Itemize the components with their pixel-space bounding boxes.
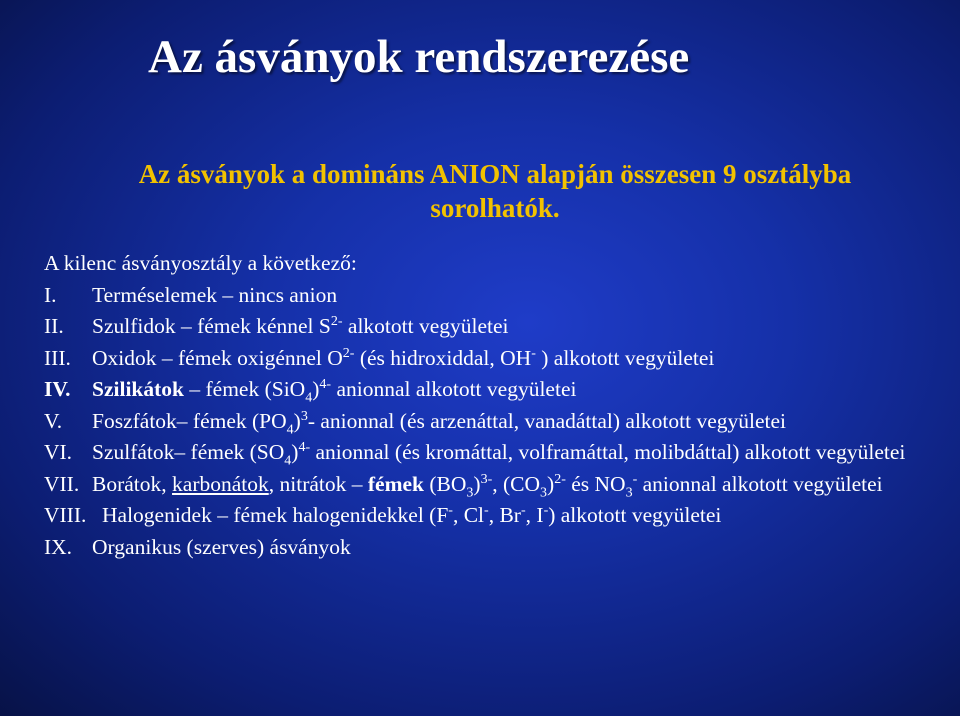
list-item-iv [44, 374, 949, 406]
item-number: IV. [44, 377, 71, 401]
list-item-viii [44, 500, 949, 532]
slide-subtitle: Az ásványok a domináns ANION alapján összesen 9 osztályba sorolhatók. [138, 159, 852, 223]
list-item-vii [44, 469, 949, 501]
karbonatok-link[interactable]: karbonátok [172, 471, 269, 496]
item-text: Szulfidok – fémek kénnel $S^{2-}$ alkotott vegyületei [92, 313, 509, 338]
list-item-vi [44, 437, 949, 469]
list-item-ii [44, 311, 949, 343]
item-text: Terméselemek – nincs anion [92, 282, 338, 307]
item-text: Organikus (szerves) ásványok [92, 534, 351, 559]
item-text: Oxidok – fémek oxigénnel $O^{2-}$ (és hidroxiddal, OH- ) alkotott vegyületei [92, 345, 715, 370]
item-number: IX. [44, 534, 73, 559]
item-number: VII. [44, 471, 80, 496]
mineral-class-list [44, 248, 949, 563]
list-item-ix [44, 532, 949, 564]
list-item-v [44, 406, 949, 438]
item-number: I. [44, 282, 57, 307]
list-item-iii [44, 343, 949, 375]
list-item-i [44, 280, 949, 312]
item-number: III. [44, 345, 71, 370]
item-text: Szilikátok – fémek $(SiO_4)^{4-}$ anionnal alkotott vegyületei [92, 376, 577, 406]
item-number: V. [44, 408, 63, 433]
item-number: VIII. [44, 503, 87, 527]
item-text: Szulfátok– fémek $(SO_4)^{4-}$ anionnal (és kromáttal, volframáttal, molibdáttal) alkotott vegyületei [92, 439, 906, 469]
item-text: Halogenidek – fémek halogenidekkel (F-, Cl-, Br-, I-) alkotott vegyületei [102, 502, 722, 527]
item-number: II. [44, 314, 64, 338]
item-number: VI. [44, 440, 73, 464]
list-intro: A kilenc ásványosztály a következő: [44, 251, 357, 275]
item-text: Foszfátok– fémek $(PO_4)^3-$ anionnal (és arzenáttal, vanadáttal) alkotott vegyületei [92, 408, 787, 437]
slide-title: Az ásványok rendszerezése [148, 31, 690, 83]
item-text: Borátok, karbonátok, nitrátok – fémek $(BO_3)^{3-}$, $(CO_3)^{2-}$ és $NO_3^-$ anionnal alkotott vegyületei [92, 471, 883, 500]
